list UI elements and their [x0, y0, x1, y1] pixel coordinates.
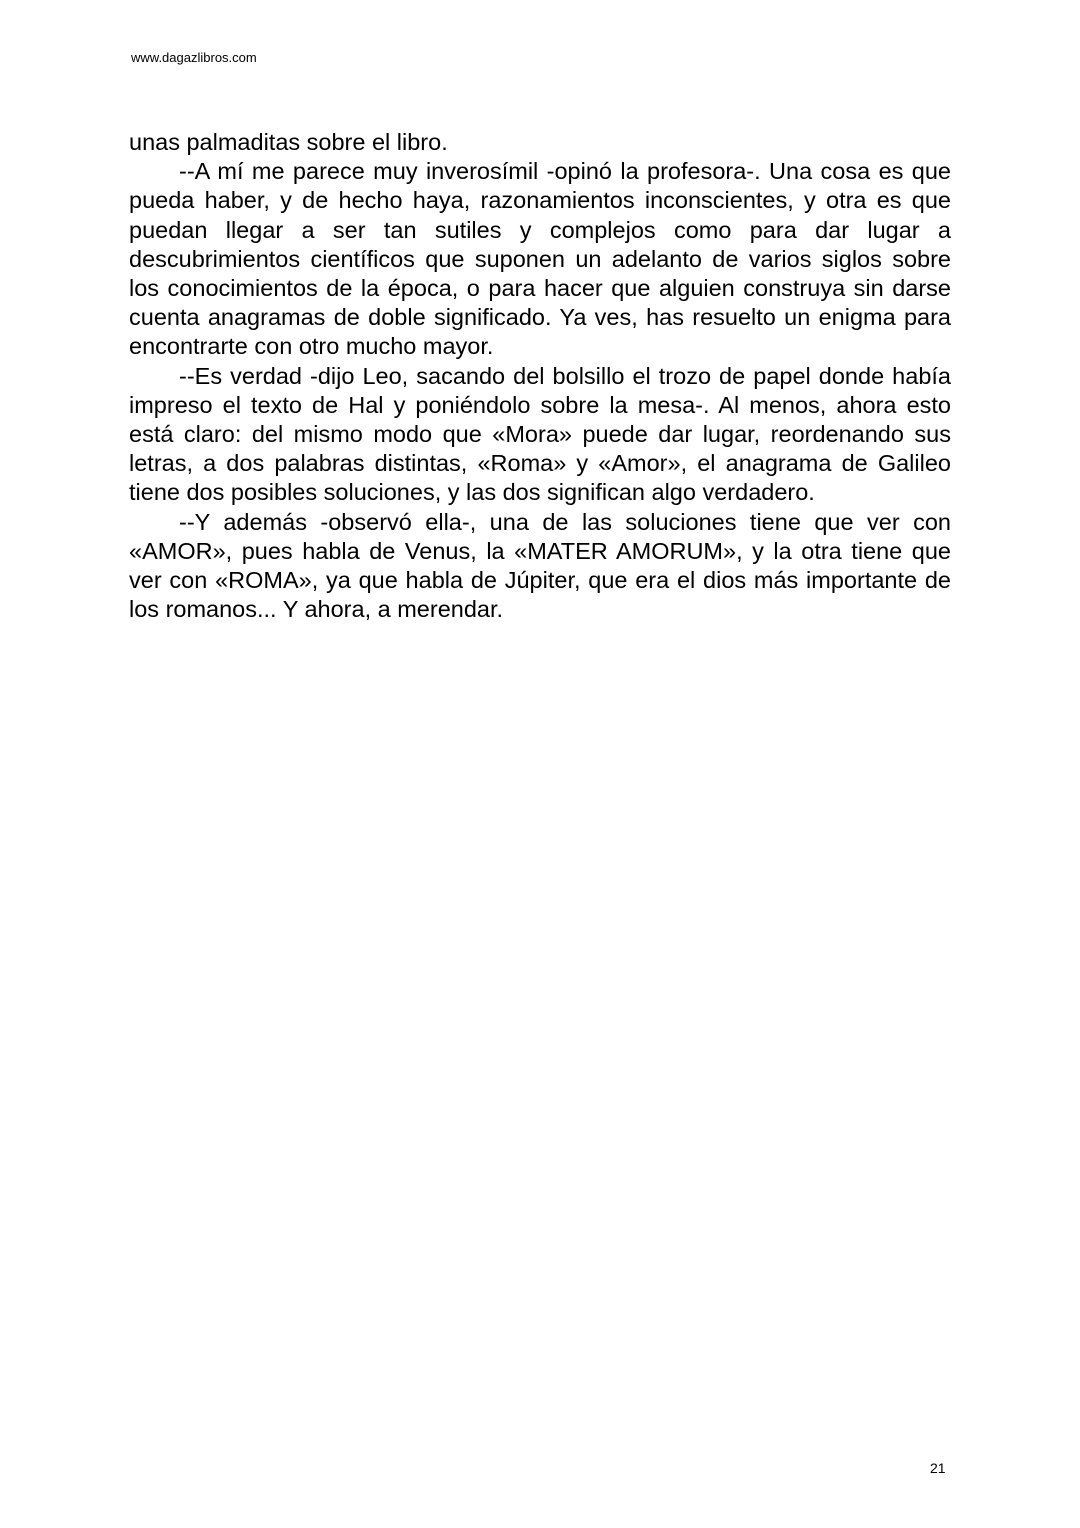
- paragraph-3: --Es verdad -dijo Leo, sacando del bolsillo el trozo de papel donde había impreso el texto de Hal y poniéndolo sobre la mesa-. Al menos, ahora esto está claro: del mismo modo que «Mora» puede dar lugar, reordenando sus letras, a dos palabras distintas, «Roma» y «Amor», el anagrama de Galileo tiene dos posibles soluciones, y las dos significan algo verdadero.: [129, 362, 951, 506]
- paragraph-4: --Y además -observó ella-, una de las soluciones tiene que ver con «AMOR», pues habla de Venus, la «MATER AMORUM», y la otra tiene que ver con «ROMA», ya que habla de Júpiter, que era el dios más importante de los romanos... Y ahora, a merendar.: [129, 508, 951, 623]
- body-text: [129, 128, 951, 624]
- paragraph-2: --A mí me parece muy inverosímil -opinó la profesora-. Una cosa es que pueda haber, y de hecho haya, razonamientos inconscientes, y otra es que puedan llegar a ser tan sutiles y complejos como para dar lugar a descubrimientos científicos que suponen un adelanto de varios siglos sobre los conocimientos de la época, o para hacer que alguien construya sin darse cuenta anagramas de doble significado. Ya ves, has resuelto un enigma para encontrarte con otro mucho mayor.: [129, 158, 951, 360]
- paragraph-1: unas palmaditas sobre el libro.: [129, 129, 448, 155]
- page-number: 21: [930, 1460, 946, 1476]
- header-url: www.dagazlibros.com: [131, 50, 257, 65]
